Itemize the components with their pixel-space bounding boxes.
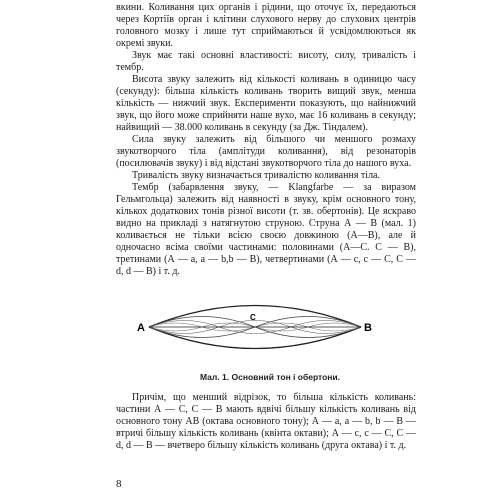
paragraph-timbre: Тембр (забарвлення звуку, — Klangfarbe — за виразом Гельмгольца) залежить від наявності в звуку, крім основного тону, кількох додаткових тонів різної висоти (т. зв. обертонів). Це яскраво видно на прикладі з натягнутою струною. Струна А — В (мал. 1) коливається не тільки всією своєю довжиною (А—В), але й одночасно всіма своїми частинами: половинами (А—С. С — В), третинами (А — а, а — b,b — В), четвертинами (А — с, с — С, С — d, d — В) і т. д. — [116, 182, 416, 277]
paragraph-intro: вкини. Коливання цих органів і рідини, що оточує їх, передаються через Кортіїв орган і клітини слухового нерву до слухових центрів головного мозку і лише тут сприймаються й усвідомлюються як окремі звуки. — [116, 2, 416, 49]
paragraph-duration: Тривалість звуку визначається тривалістю коливання тіла. — [132, 170, 380, 181]
paragraph-pitch: Висота звуку залежить від кількості коливань в одиницю часу (секунду): більша кількість коливань творить вищий звук, менша кількість — нижчий звук. Експерименти показують, що найнижчий звук, що його може сприйняти наше вухо, має 16 коливань в секунду; найвищий — 38.000 коливань в секунду (за Дж. Тіндалем). — [116, 74, 416, 133]
label-c: С — [250, 313, 256, 322]
paragraph-octaves: Причім, що менший відрізок, то більша кількість коливань: частини А — С, С — В мають вдвічі більшу кількість коливань від основного тону АВ (октава основного тону); А — а, а — b, b — В — втричі більшу кількість коливань (квінта октави); А — с, с — С, С — d, d — В — вчетверо більшу кількість коливань (друга октава) і т. д. — [116, 392, 416, 451]
label-b: В — [364, 322, 372, 334]
paragraph-properties: Звук має такі основні властивості: висоту, силу, тривалість і тембр. — [116, 50, 416, 73]
text-block-bottom — [116, 392, 416, 452]
page-number: 8 — [116, 478, 122, 490]
label-a: А — [137, 322, 145, 334]
figure-caption: Мал. 1. Основний тон і обертони. — [200, 372, 340, 382]
paragraph-loudness: Сила звуку залежить від більшого чи меншого розмаху звукотворчого тіла (амплітуди коливання), від резонаторів (посилювачів звуку) і від відстані звукотворчого тіла до нашого вуха. — [116, 134, 416, 169]
text-block-top — [116, 2, 416, 278]
string-overtones-diagram — [135, 292, 375, 362]
